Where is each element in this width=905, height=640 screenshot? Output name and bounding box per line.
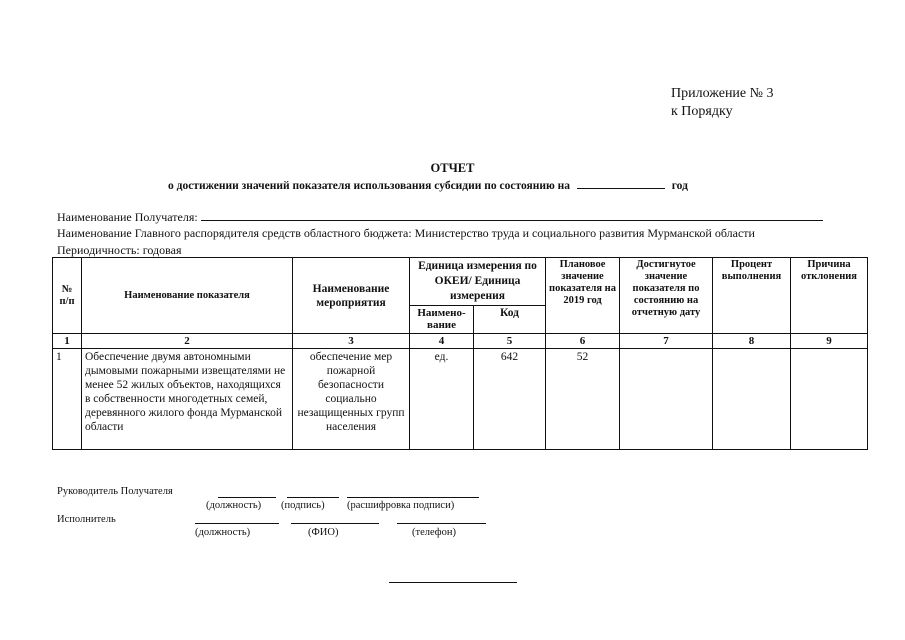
head-position-caption: (должность) [206,500,262,511]
executor-phone-caption: (телефон) [412,527,456,538]
appendix-reference: к Порядку [671,104,733,119]
header-reason: Причина отклонения [791,258,868,334]
executor-name-caption: (ФИО) [308,527,339,538]
head-label: Руководитель Получателя [57,486,173,497]
column-number: 1 [53,334,82,349]
header-unit-code: Код [474,306,546,334]
header-number: № п/п [53,258,82,334]
header-percent: Процент выполнения [713,258,791,334]
head-signature-line [287,497,339,498]
executor-phone-line [397,523,486,524]
column-number: 6 [546,334,620,349]
header-unit-group: Единица измерения по ОКЕИ/ Единица измерения [410,258,546,306]
row-event: обеспечение мер пожарной безопасности социально незащищенных групп населения [293,349,410,450]
subtitle-text: о достижении значений показателя использования субсидии по состоянию на [168,180,570,192]
executor-label: Исполнитель [57,514,116,525]
report-table [52,257,868,450]
row-unit-code: 642 [474,349,546,450]
column-number: 5 [474,334,546,349]
subtitle-year: год [671,180,688,192]
head-position-line [218,497,276,498]
periodicity-line: Периодичность: годовая [57,243,182,257]
header-indicator: Наименование показателя [82,258,293,334]
recipient-label: Наименование Получателя: [57,210,198,224]
footer-separator-line [389,582,517,583]
column-number: 4 [410,334,474,349]
column-number: 2 [82,334,293,349]
column-number: 9 [791,334,868,349]
administrator-line: Наименование Главного распорядителя средств областного бюджета: Министерство труда и социального развития Мурманской области [57,226,755,240]
column-number: 3 [293,334,410,349]
header-planned: Плановое значение показателя на 2019 год [546,258,620,334]
executor-position-caption: (должность) [195,527,251,538]
recipient-line [57,209,823,225]
row-number: 1 [53,349,82,450]
header-achieved: Достигнутое значение показателя по состоянию на отчетную дату [620,258,713,334]
row-planned: 52 [546,349,620,450]
executor-position-line [195,523,279,524]
report-subtitle [168,177,688,192]
appendix-number: Приложение № 3 [671,86,774,101]
date-blank-line [577,177,665,189]
column-numbers-row [53,334,868,349]
row-percent [713,349,791,450]
header-event: Наименование мероприятия [293,258,410,334]
header-unit-name: Наимено-вание [410,306,474,334]
head-decoding-caption: (расшифровка подписи) [347,500,455,511]
column-number: 8 [713,334,791,349]
table-row [53,349,868,450]
recipient-blank-line [201,209,823,221]
executor-name-line [291,523,379,524]
report-title: ОТЧЕТ [430,161,475,175]
row-reason [791,349,868,450]
head-decoding-line [347,497,479,498]
row-achieved [620,349,713,450]
appendix-note [671,85,774,121]
head-signature-caption: (подпись) [281,500,325,511]
row-indicator: Обеспечение двумя автономными дымовыми пожарными извещателями не менее 52 жилых объектов, находящихся в собственности многодетных семей, деревянного жилого фонда Мурманской области [82,349,293,450]
column-number: 7 [620,334,713,349]
row-unit-name: ед. [410,349,474,450]
